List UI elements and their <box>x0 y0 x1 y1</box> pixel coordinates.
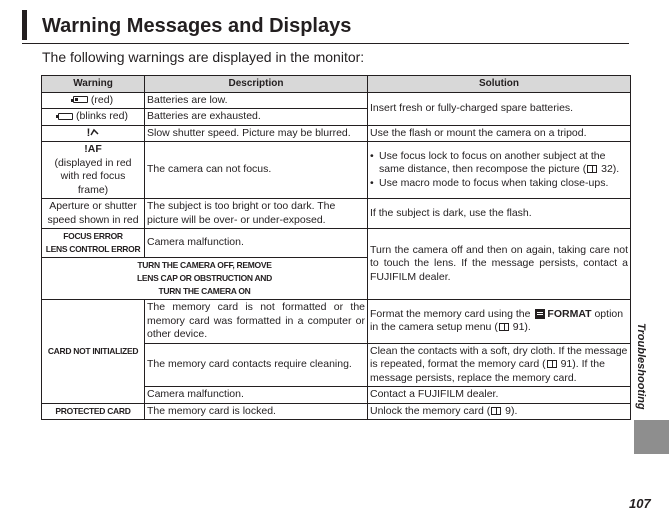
warning-code: CARD NOT INITIALIZED <box>47 345 139 356</box>
battery-low-icon <box>73 96 88 103</box>
intro-text: The following warnings are displayed in the monitor: <box>42 49 365 65</box>
solution-cell: If the subject is dark, use the flash. <box>368 199 631 229</box>
table-row <box>42 125 631 142</box>
title-rule <box>22 43 629 44</box>
table-row <box>42 92 631 109</box>
camera-shake-icon: ! <box>87 127 100 139</box>
section-tab-label: Troubleshooting <box>635 322 647 410</box>
battery-empty-icon <box>58 113 73 120</box>
list-item: • Use focus lock to focus on another subject at the same distance, then recompose the picture ( 32). <box>370 150 628 177</box>
description-cell: Camera malfunction. <box>145 229 368 258</box>
warning-code: PROTECTED CARD <box>55 405 131 416</box>
warning-cell <box>42 229 145 258</box>
book-icon <box>547 360 557 368</box>
warning-code: FOCUS ERROR <box>63 231 123 241</box>
warning-code: TURN THE CAMERA OFF, REMOVE <box>137 260 272 270</box>
solution-cell: Turn the camera off and then on again, taking care not to touch the lens. If the message persists, contact a FUJIFILM dealer. <box>368 229 631 300</box>
solution-cell: Insert fresh or fully-charged spare batteries. <box>368 92 631 125</box>
book-icon <box>587 165 597 173</box>
warning-label: (blinks red) <box>76 110 128 122</box>
setup-menu-icon <box>535 309 545 319</box>
table-row <box>42 199 631 229</box>
description-cell: The subject is too bright or too dark. The picture will be over- or under-exposed. <box>145 199 368 229</box>
table-row <box>42 142 631 199</box>
description-cell: Slow shutter speed. Picture may be blurred. <box>145 125 368 142</box>
warning-code: LENS CONTROL ERROR <box>45 244 141 254</box>
warning-cell <box>42 403 145 420</box>
book-icon <box>491 407 501 415</box>
warning-cell: Aperture or shutter speed shown in red <box>42 199 145 229</box>
header-solution: Solution <box>368 76 631 93</box>
warning-cell <box>42 92 145 109</box>
warning-cell <box>42 109 145 126</box>
table-row <box>42 229 631 258</box>
page-title: Warning Messages and Displays <box>42 15 352 37</box>
description-cell: The camera can not focus. <box>145 142 368 199</box>
warning-cell <box>42 125 145 142</box>
description-cell: The memory card contacts require cleaning. <box>145 343 368 387</box>
section-tab-marker <box>634 420 669 454</box>
solution-cell <box>368 142 631 199</box>
warning-label: (red) <box>90 93 114 106</box>
page-number: 107 <box>629 496 651 511</box>
header-description: Description <box>145 76 368 93</box>
warning-cell <box>42 142 145 199</box>
warning-cell <box>42 258 368 300</box>
warning-code: TURN THE CAMERA ON <box>158 286 251 296</box>
header-warning: Warning <box>42 76 145 93</box>
solution-cell: Use the flash or mount the camera on a tripod. <box>368 125 631 142</box>
warning-note: (displayed in red with red focus frame) <box>54 156 132 196</box>
solution-cell: Clean the contacts with a soft, dry cloth. If the message is repeated, format the memory card ( 91). If the message persists, replace the memory card. <box>368 343 631 387</box>
table-header-row <box>42 76 631 93</box>
af-warning-icon: !AF <box>84 143 102 155</box>
table-row <box>42 403 631 420</box>
table-row <box>42 300 631 344</box>
heading-bar <box>22 10 27 40</box>
description-cell: Batteries are exhausted. <box>145 109 368 126</box>
description-cell: Camera malfunction. <box>145 387 368 404</box>
solution-cell: Format the memory card using the FORMAT option in the camera setup menu ( 91). <box>368 300 631 344</box>
solution-cell: Contact a FUJIFILM dealer. <box>368 387 631 404</box>
book-icon <box>499 323 509 331</box>
list-item: • Use macro mode to focus when taking close-ups. <box>370 177 628 191</box>
warning-table <box>41 75 631 420</box>
solution-list <box>370 150 628 191</box>
description-cell: The memory card is not formatted or the memory card was formatted in a computer or other device. <box>145 300 368 344</box>
description-cell: The memory card is locked. <box>145 403 368 420</box>
warning-code: LENS CAP OR OBSTRUCTION AND <box>137 273 272 283</box>
solution-cell: Unlock the memory card ( 9). <box>368 403 631 420</box>
description-cell: Batteries are low. <box>145 92 368 109</box>
warning-cell <box>42 300 145 404</box>
